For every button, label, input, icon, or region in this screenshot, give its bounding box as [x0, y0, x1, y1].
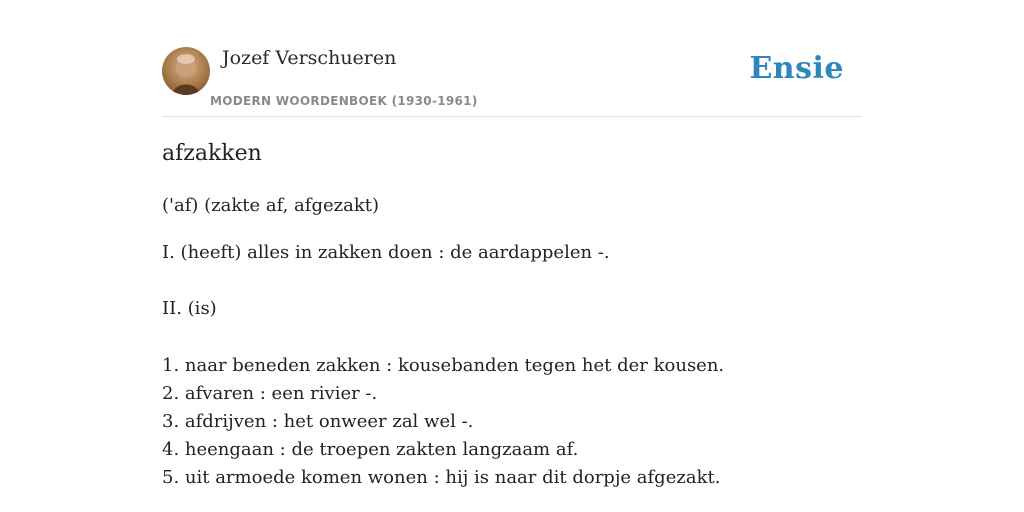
entry-grammar: ('af) (zakte af, afgezakt) — [162, 195, 380, 216]
portrait-icon — [162, 47, 210, 95]
list-item: 2. afvaren : een rivier -. — [162, 383, 378, 404]
author-name[interactable]: Jozef Verschueren — [222, 47, 397, 69]
list-item: 5. uit armoede komen wonen : hij is naar dit dorpje afgezakt. — [162, 467, 721, 488]
sense-1: I. (heeft) alles in zakken doen : de aardappelen -. — [162, 242, 610, 263]
site-logo[interactable]: Ensie — [749, 51, 844, 86]
entry-headword: afzakken — [162, 141, 262, 166]
author-avatar[interactable] — [162, 47, 210, 95]
list-item: 1. naar beneden zakken : kousebanden tegen het der kousen. — [162, 355, 725, 376]
page-header — [162, 46, 862, 117]
list-item: 4. heengaan : de troepen zakten langzaam af. — [162, 439, 579, 460]
source-title[interactable]: MODERN WOORDENBOEK (1930-1961) — [210, 94, 478, 108]
sense-2-list — [162, 352, 724, 492]
sense-2: II. (is) — [162, 298, 217, 319]
list-item: 3. afdrijven : het onweer zal wel -. — [162, 411, 474, 432]
